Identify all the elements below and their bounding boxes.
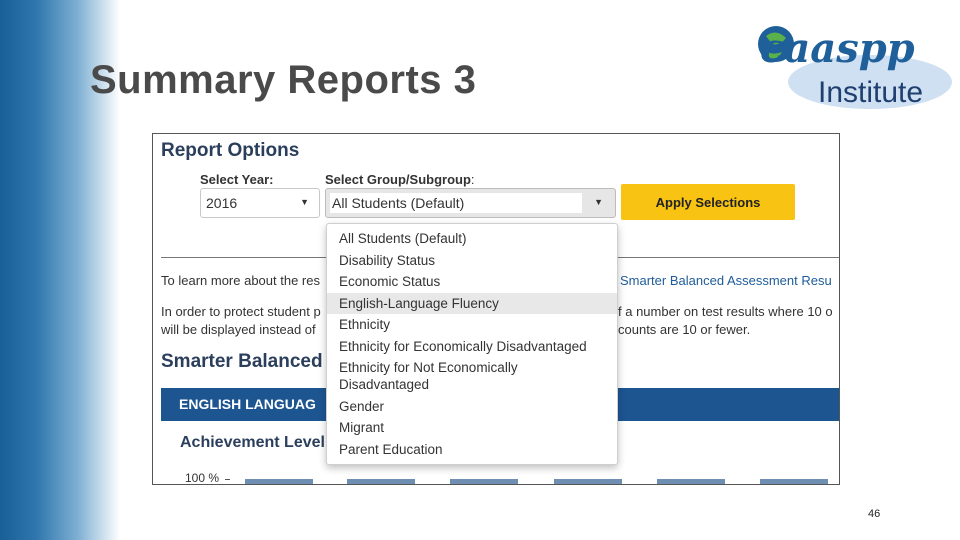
dropdown-option[interactable]: Gender xyxy=(339,399,385,414)
assessment-link[interactable]: Smarter Balanced Assessment Resu xyxy=(620,273,832,288)
report-screenshot xyxy=(152,133,840,485)
dropdown-option[interactable]: Ethnicity for Economically Disadvantaged xyxy=(339,339,587,354)
dropdown-option[interactable]: Parent Education xyxy=(339,442,443,457)
select-group-label: Select Group/Subgroup: xyxy=(325,172,475,187)
smarter-balanced-heading: Smarter Balanced xyxy=(161,351,323,372)
dropdown-option[interactable]: Migrant xyxy=(339,420,385,435)
dropdown-option[interactable]: All Students (Default) xyxy=(339,231,467,246)
subject-label: ENGLISH LANGUAG xyxy=(179,396,316,412)
group-value: All Students (Default) xyxy=(332,195,465,211)
chart-bar xyxy=(245,479,313,485)
group-select[interactable] xyxy=(325,188,616,218)
privacy-text-line2: will be displayed instead of xyxy=(161,322,316,337)
dropdown-option-highlighted[interactable]: English-Language Fluency xyxy=(327,293,617,314)
page-number: 46 xyxy=(868,508,881,520)
group-dropdown-list xyxy=(326,223,618,465)
achievement-level-label: Achievement Level xyxy=(180,434,325,451)
chart-bar xyxy=(554,479,622,485)
chevron-down-icon: ▼ xyxy=(594,197,603,207)
report-options-heading: Report Options xyxy=(161,140,300,161)
chart-bar xyxy=(657,479,725,485)
apply-selections-button[interactable]: Apply Selections xyxy=(621,184,795,220)
chart-bar xyxy=(760,479,828,485)
privacy-text-right2: counts are 10 or fewer. xyxy=(618,322,751,337)
caaspp-logo xyxy=(752,16,952,112)
logo-wordmark: caaspp xyxy=(760,25,915,72)
dropdown-option[interactable]: Economic Status xyxy=(339,274,441,289)
slide-title: Summary Reports 3 xyxy=(90,58,477,102)
axis-top-label: 100 % xyxy=(185,471,220,485)
dropdown-option[interactable]: Ethnicity xyxy=(339,317,391,332)
chart-bar xyxy=(347,479,415,485)
logo-subtitle: Institute xyxy=(818,76,924,109)
learn-more-text: To learn more about the res xyxy=(161,273,320,288)
privacy-text-right1: f a number on test results where 10 o xyxy=(618,304,833,319)
select-year-label: Select Year: xyxy=(200,172,274,187)
dropdown-option[interactable]: Ethnicity for Not Economically xyxy=(339,360,518,375)
chart-bar xyxy=(450,479,518,485)
dropdown-option-continued[interactable]: Disadvantaged xyxy=(339,377,430,392)
chevron-down-icon: ▼ xyxy=(300,197,309,207)
dropdown-option[interactable]: Disability Status xyxy=(339,253,436,268)
privacy-text-line1: In order to protect student p xyxy=(161,304,321,319)
year-select[interactable] xyxy=(200,188,320,218)
year-value: 2016 xyxy=(206,195,238,211)
axis-tick xyxy=(225,479,230,480)
